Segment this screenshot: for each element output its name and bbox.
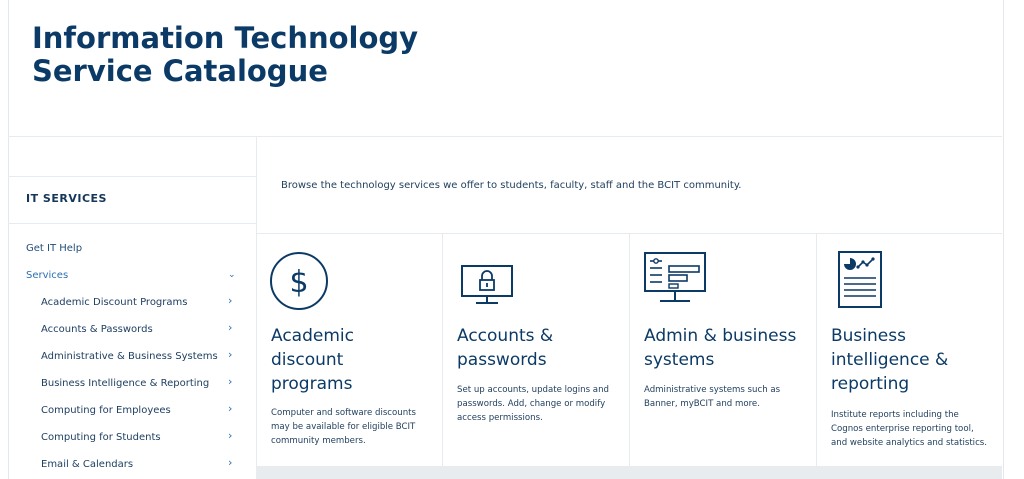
card-description: Administrative systems such as Banner, myBCIT and more. [644, 385, 781, 409]
admin-monitor-icon [642, 250, 708, 308]
sidebar-item-email-calendars[interactable]: Email & Calendars [41, 459, 134, 470]
sidebar-vertical-divider [256, 137, 257, 479]
intro-text: Browse the technology services we offer to students, faculty, staff and the BCIT community. [281, 180, 742, 191]
report-document-icon [836, 250, 886, 310]
bottom-band [256, 466, 1002, 479]
card-title[interactable]: Business intelligence & reporting [831, 326, 949, 394]
chevron-right-icon[interactable]: › [228, 456, 233, 469]
lock-monitor-icon [458, 262, 516, 308]
sidebar-item-academic-discount[interactable]: Academic Discount Programs [41, 297, 188, 308]
card-description: Institute reports including the Cognos enterprise reporting tool, and website analytics and statistics. [831, 410, 988, 448]
page-title [32, 22, 418, 88]
card-divider [816, 234, 817, 466]
sidebar-item-admin-business[interactable]: Administrative & Business Systems [41, 351, 218, 362]
page-title-line1: Information Technology [32, 21, 419, 55]
chevron-right-icon[interactable]: › [228, 375, 233, 388]
sidebar-item-services[interactable]: Services [26, 270, 69, 281]
sidebar-item-get-it-help[interactable]: Get IT Help [26, 243, 83, 254]
sidebar-item-computing-employees[interactable]: Computing for Employees [41, 405, 171, 416]
svg-text:$: $ [289, 265, 309, 300]
card-title[interactable]: Admin & business systems [644, 326, 797, 370]
sidebar-divider-top [8, 176, 256, 177]
sidebar-heading: IT SERVICES [26, 192, 107, 205]
sidebar-divider-bottom [8, 223, 256, 224]
sidebar-item-computing-students[interactable]: Computing for Students [41, 432, 161, 443]
sidebar-item-business-intelligence[interactable]: Business Intelligence & Reporting [41, 378, 210, 389]
card-description: Set up accounts, update logins and passwords. Add, change or modify access permissions. [457, 385, 609, 423]
page-title-line2: Service Catalogue [32, 54, 328, 88]
card-divider [629, 234, 630, 466]
dollar-circle-icon [268, 250, 330, 312]
chevron-right-icon[interactable]: › [228, 429, 233, 442]
chevron-right-icon[interactable]: › [228, 402, 233, 415]
card-divider [442, 234, 443, 466]
sidebar-item-accounts-passwords[interactable]: Accounts & Passwords [41, 324, 153, 335]
header-divider [8, 136, 1002, 137]
card-title[interactable]: Accounts & passwords [457, 326, 554, 370]
chevron-right-icon[interactable]: › [228, 348, 233, 361]
card-title[interactable]: Academic discount programs [271, 326, 354, 394]
card-description: Computer and software discounts may be available for eligible BCIT community members. [271, 408, 417, 446]
chevron-right-icon[interactable]: › [228, 321, 233, 334]
chevron-right-icon[interactable]: › [228, 294, 233, 307]
chevron-down-icon[interactable]: ⌄ [228, 270, 236, 280]
